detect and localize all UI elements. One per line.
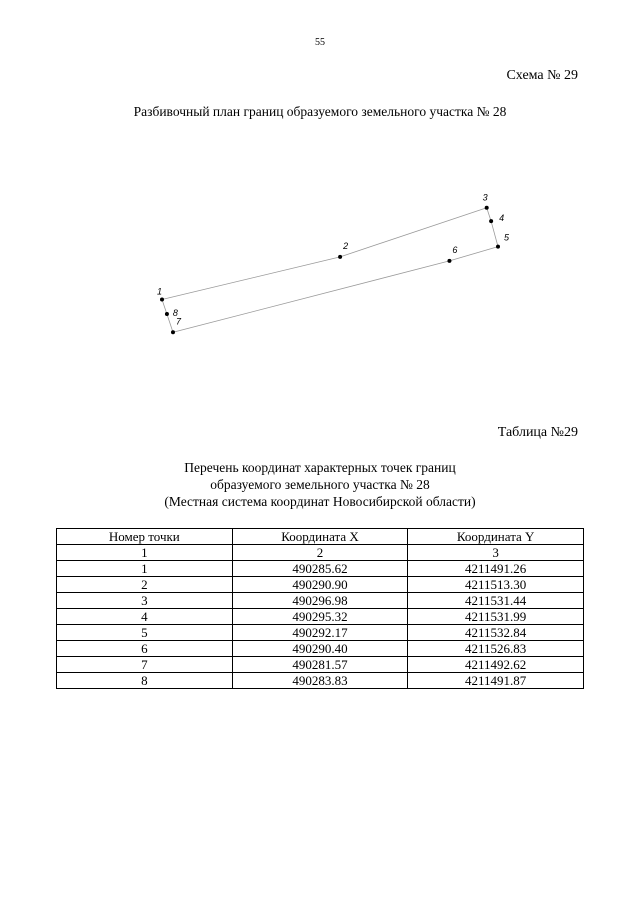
table-title-line-1: Перечень координат характерных точек границ xyxy=(184,460,456,475)
boundary-point-3 xyxy=(485,206,489,210)
cell-coordinate-x: 490285.62 xyxy=(232,561,408,577)
boundary-point-label: 3 xyxy=(482,192,488,203)
boundary-point-label: 7 xyxy=(175,316,182,327)
table-title xyxy=(0,459,640,510)
boundary-point-8 xyxy=(165,312,169,316)
cell-coordinate-y: 4211491.26 xyxy=(408,561,584,577)
table-row xyxy=(57,593,584,609)
boundary-point-label: 8 xyxy=(172,308,178,318)
cell-point-number: 2 xyxy=(57,577,233,593)
boundary-point-label: 1 xyxy=(157,286,163,297)
boundary-point-4 xyxy=(489,219,493,223)
table-row xyxy=(57,609,584,625)
cell-point-number: 7 xyxy=(57,657,233,673)
cell-coordinate-y: 4211531.99 xyxy=(408,609,584,625)
header-coordinate-y: Координата Y xyxy=(408,529,584,545)
column-number: 2 xyxy=(232,545,408,561)
table-row xyxy=(57,561,584,577)
cell-coordinate-x: 490283.83 xyxy=(232,673,408,689)
table-label: Таблица №29 xyxy=(497,425,578,440)
boundary-point-1 xyxy=(160,298,164,302)
table-row xyxy=(57,657,584,673)
table-title-line-2: образуемого земельного участка № 28 xyxy=(210,477,430,492)
table-column-number-row xyxy=(57,545,584,561)
column-number: 1 xyxy=(57,545,233,561)
table-row xyxy=(57,673,584,689)
boundary-points xyxy=(157,193,510,335)
cell-coordinate-y: 4211531.44 xyxy=(408,593,584,609)
table-row xyxy=(57,577,584,593)
boundary-point-label: 2 xyxy=(343,240,349,251)
cell-coordinate-y: 4211491.87 xyxy=(408,673,584,689)
cell-coordinate-x: 490295.32 xyxy=(232,609,408,625)
cell-coordinate-x: 490281.57 xyxy=(232,657,408,673)
coordinates-table xyxy=(56,528,584,689)
cell-coordinate-x: 490290.40 xyxy=(232,641,408,657)
boundary-point-label: 5 xyxy=(504,232,510,243)
scheme-label: Схема № 29 xyxy=(506,68,578,83)
boundary-point-label: 6 xyxy=(452,244,458,255)
column-number: 3 xyxy=(408,545,584,561)
cell-point-number: 6 xyxy=(57,641,233,657)
cell-point-number: 5 xyxy=(57,625,233,641)
header-coordinate-x: Координата X xyxy=(232,529,408,545)
table-title-line-3: (Местная система координат Новосибирской области) xyxy=(164,494,476,509)
cell-point-number: 3 xyxy=(57,593,233,609)
boundary-plan-diagram xyxy=(140,185,520,355)
page-number: 55 xyxy=(315,37,325,48)
cell-coordinate-y: 4211532.84 xyxy=(408,625,584,641)
cell-coordinate-x: 490290.90 xyxy=(232,577,408,593)
boundary-point-2 xyxy=(338,255,342,259)
cell-coordinate-x: 490292.17 xyxy=(232,625,408,641)
cell-coordinate-y: 4211492.62 xyxy=(408,657,584,673)
boundary-point-7 xyxy=(171,330,175,334)
cell-coordinate-y: 4211526.83 xyxy=(408,641,584,657)
cell-coordinate-y: 4211513.30 xyxy=(408,577,584,593)
cell-point-number: 4 xyxy=(57,609,233,625)
plan-title: Разбивочный план границ образуемого земельного участка № 28 xyxy=(133,104,507,119)
boundary-point-5 xyxy=(496,245,500,249)
header-point-number: Номер точки xyxy=(57,529,233,545)
cell-coordinate-x: 490296.98 xyxy=(232,593,408,609)
table-row xyxy=(57,625,584,641)
cell-point-number: 1 xyxy=(57,561,233,577)
table-row xyxy=(57,641,584,657)
boundary-point-6 xyxy=(447,259,451,263)
boundary-polygon xyxy=(162,208,498,333)
table-header-row xyxy=(57,529,584,545)
boundary-point-label: 4 xyxy=(499,213,505,224)
cell-point-number: 8 xyxy=(57,673,233,689)
